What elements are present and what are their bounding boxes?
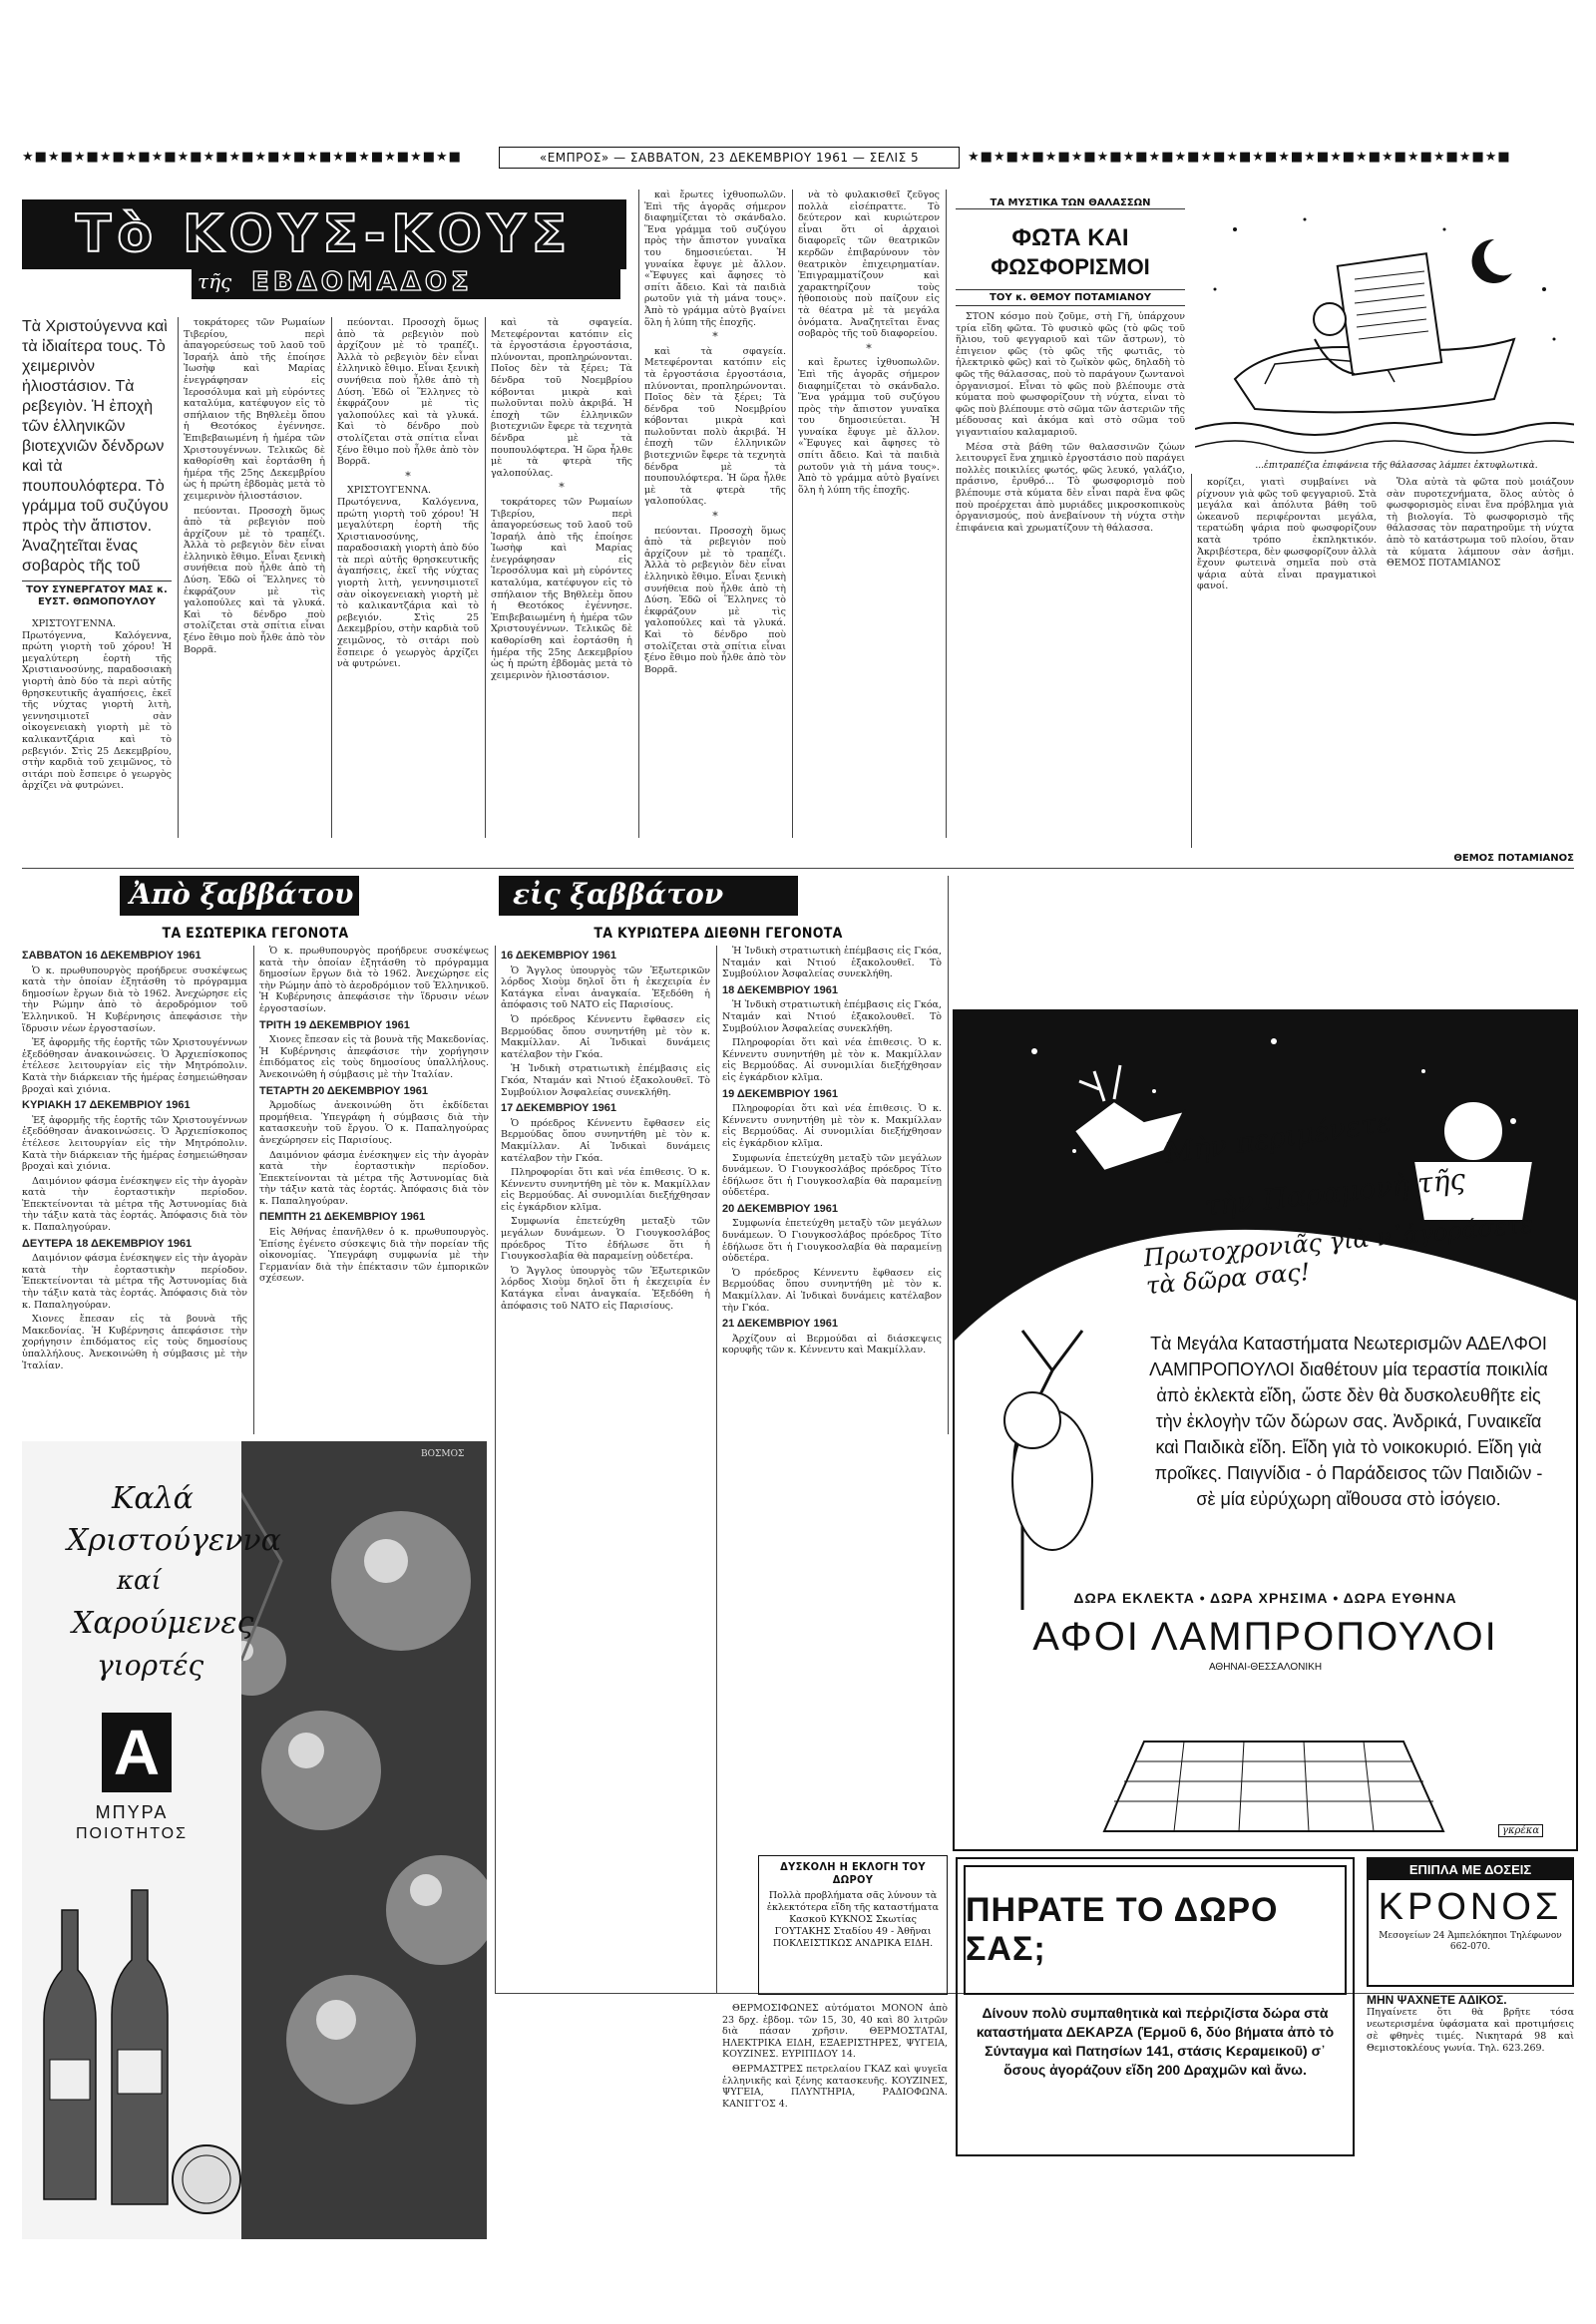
kous-col5: [644, 190, 786, 838]
ampyra-brand: ΜΠΥΡΑ: [95, 1802, 169, 1822]
ampyra-logo: A: [102, 1713, 172, 1792]
event-text: Ὁ Ἄγγλος ὑπουργὸς τῶν Ἐξωτερικῶν λόρδος Χιοὺμ δηλοῖ ὅτι ἡ ἐκεχειρία ἐν Κατάγκα εἶναι ἀναγκαία. Ἐξεδόθη ἡ ἀπόφασις τοῦ ΝΑΤΟ εἰς Παρισίους.: [501, 965, 710, 1011]
lamb-cities: ΑΘΗΝΑΙ-ΘΕΣΣΑΛΟΝΙΚΗ: [1208, 1662, 1323, 1673]
ampyra-greeting-4: Χαρούμενες: [72, 1606, 254, 1641]
date-heading: 21 ΔΕΚΕΜΒΡΙΟΥ 1961: [722, 1318, 839, 1331]
event-text: Συμφωνία ἐπετεύχθη μεταξὺ τῶν μεγάλων δυνάμεων. Ὁ Γιουγκοσλάβος πρόεδρος Τίτο ἐδήλωσε ὅτι ἡ Γιουγκοσλαβία θὰ παραμείνῃ οὐδετέρα.: [722, 1152, 942, 1199]
event-text: Εἰς Ἀθήνας ἐπανῆλθεν ὁ κ. πρωθυπουργὸς. Ἐπίσης ἐγένετο σύσκεψις διὰ τὴν πορείαν τῆς οἰκονομίας. Ὑπεγράφη συμφωνία μὲ τὴν Γερμανίαν διὰ τὴν ἐπέκτασιν τῶν ἐμπορικῶν σχέσεων.: [259, 1227, 489, 1285]
ampyra-greeting-2: Χριστούγεννα: [67, 1523, 281, 1558]
kous-subtitle: ΕΒΔΟΜΑΔΟΣ: [251, 267, 473, 297]
date-heading: 20 ΔΕΚΕΜΒΡΙΟΥ 1961: [722, 1202, 839, 1215]
kous-rule-6: [946, 190, 947, 838]
kous-col4: [491, 317, 632, 838]
kous-col6: [798, 190, 940, 838]
dekarza-title: ΠΗΡΑΤΕ ΤΟ ΔΩΡΟ ΣΑΣ;: [966, 1891, 1279, 1968]
kous-title: Τὸ ΚΟΥΣ-ΚΟΥΣ: [75, 204, 574, 264]
kous-col5-text-c: πεύονται. Προσοχὴ ὅμως ἀπὸ τὰ ρεβεγιὸν ποὺ ἀρχίζουν μὲ τὸ τραπέζι. Ἀλλὰ τὸ ρεβεγιὸν δὲν εἶναι ἑλληνικὸ ἔθιμο. Εἶναι ξενικὴ συνήθεια ποὺ ἦλθε ἀπὸ τὴ Δύση. Ἐδῶ οἱ Ἕλληνες τὸ ἐκφράζουν μὲ τὶς γαλοπούλες καὶ τὰ γλυκά. Καὶ τὸ δένδρο ποὺ στολίζεται στὰ σπίτια εἶναι ξένο ἔθιμο ποὺ ἦλθε ἀπὸ τὸν Βορρᾶ.: [644, 525, 786, 675]
header-ornament-left: ★■★■★■★■★■★■★■★■★■★■★■★■★■★■★■★■★■: [22, 150, 462, 165]
lamb-brand: ΑΦΟΙ ΛΑΜΠΡΟΠΟΥΛΟΙ: [1032, 1615, 1498, 1659]
event-text: Δαιμόνιον φάσμα ἐνέσκηψεν εἰς τὴν ἀγορὰν κατὰ τὴν ἑορταστικὴν περίοδον. Ἐπεκτείνονται τὰ μέτρα τῆς Ἀστυνομίας διὰ τὴν τάξιν κατὰ τὰς ἑορτάς. Ἀπόφασις διὰ τὸν κ. Παπαληγούραν.: [259, 1149, 489, 1207]
psaxnete-ad: [1367, 1993, 1574, 2152]
kous-rule-5: [792, 190, 793, 838]
kous-col3: [337, 317, 479, 838]
date-heading: 17 ΔΕΚΕΜΒΡΙΟΥ 1961: [501, 1102, 617, 1115]
kous-col3-text: πεύονται. Προσοχὴ ὅμως ἀπὸ τὰ ρεβεγιὸν ποὺ ἀρχίζουν μὲ τὸ τραπέζι. Ἀλλὰ τὸ ρεβεγιὸν δὲν εἶναι ἑλληνικὸ ἔθιμο. Εἶναι ξενικὴ συνήθεια ποὺ ἦλθε ἀπὸ τὴ Δύση. Ἐδῶ οἱ Ἕλληνες τὸ ἐκφράζουν μὲ τὶς γαλοπούλες καὶ τὰ γλυκά. Καὶ τὸ δένδρο ποὺ στολίζεται στὰ σπίτια εἶναι ξένο ἔθιμο ποὺ ἦλθε ἀπὸ τὸν Βορρᾶ.: [337, 317, 479, 468]
ampyra-greeting-3: καί: [117, 1566, 162, 1596]
fota-title-1: ΦΩΤΑ ΚΑΙ: [1011, 224, 1129, 251]
event-text: Ἡ Ἰνδικὴ στρατιωτικὴ ἐπέμβασις εἰς Γκόα, Νταμάν καὶ Ντιού ἐξακολουθεῖ. Τὸ Συμβούλιον Ἀσφαλείας συνεκλήθη.: [501, 1063, 710, 1098]
kous-title-box: [22, 199, 626, 269]
kous-col4-text: καὶ τὰ σφαγεία. Μετεφέρονται κατόπιν εἰς τὰ ἐργοστάσια ἐργοστάσια, πλύνονται, προπληρώνονται. Ποῖος δὲν τὰ ξέρει; Τὰ δένδρα τοῦ Νοεμβρίου κόβονται μικρὰ καὶ πωλοῦνται πολὺ ἀκριβά. Ἡ ἐποχὴ τῶν ἑλληνικῶν βιοτεχνιῶν ἔφερε τὰ τεχνητὰ δένδρα μὲ τὰ πουπουλόφτερα. Ἡ ὥρα ἦλθε μὲ τὰ φτερὰ τῆς γαλοπούλας.: [491, 317, 632, 479]
date-heading: ΠΕΜΠΤΗ 21 ΔΕΚΕΜΒΡΙΟΥ 1961: [259, 1211, 426, 1224]
lamb-body: [1144, 1331, 1553, 1512]
masthead: «ΕΜΠΡΟΣ» — ΣΑΒΒΑΤΟΝ, 23 ΔΕΚΕΜΒΡΙΟΥ 1961 — ΣΕΛΙΣ 5: [499, 147, 960, 169]
event-text: Πληροφορίαι ὅτι καὶ νέα ἐπιθεσις. Ὁ κ. Κέννεντυ συνηντήθη μὲ τὸν κ. Μακμίλλαν εἰς Βερμούδας. Αἱ συνομιλίαι διεξήχθησαν εἰς ἐγκάρδιον κλῖμα.: [722, 1103, 942, 1149]
event-text: Δαιμόνιον φάσμα ἐνέσκηψεν εἰς τὴν ἀγορὰν κατὰ τὴν ἑορταστικὴν περίοδον. Ἐπεκτείνονται τὰ μέτρα τῆς Ἀστυνομίας διὰ τὴν τάξιν κατὰ τὰς ἑορτάς. Ἀπόφασις διὰ τὸν κ. Παπαληγούραν.: [22, 1175, 247, 1234]
kronos-addr: Μεσογείων 24 Ἀμπελόκηποι Τηλέφωνον 662-070.: [1379, 1931, 1562, 1952]
kous-col5-text: καὶ ἔρωτες ἰχθυοπωλῶν. Ἐπὶ τῆς ἀγορᾶς σήμερον διαφημίζεται τὸ σκάνδαλο. Ἕνα γράμμα τοῦ συζύγου πρὸς τὴν ἄπιστον γυναῖκα του δημοσιεύεται. Ἡ γυναίκα ἔφυγε μὲ ἄλλον. «Ἔφυγες καὶ ἄφησες τὸ σπίτι ἄδειο. Καὶ τὰ παιδιὰ ρωτοῦν γιὰ τὴ μάνα τους». Ἀπὸ τὸ γράμμα αὐτὸ βγαίνει ὅλη ἡ λύπη τῆς ἐποχῆς.: [644, 190, 786, 328]
event-text: Ἀρχίζουν αἱ Βερμούδαι αἱ διάσκεψεις κορυφῆς τῶν κ. Κέννεντυ καὶ Μακμίλλαν.: [722, 1333, 942, 1356]
lamb-slogan: ΔΩΡΑ ΕΚΛΕΚΤΑ • ΔΩΡΑ ΧΡΗΣΙΜΑ • ΔΩΡΑ ΕΥΘΗΝΑ: [1073, 1590, 1457, 1606]
section-star: *: [559, 481, 565, 495]
savvato-banner-right-text: εἰς ξαββάτον: [513, 878, 724, 911]
savvato-rule-3: [716, 946, 717, 1993]
fota-body4: Ὅλα αὐτὰ τὰ φῶτα ποὺ μοιάζουν σὰν πυροτεχνήματα, ὅλος αὐτὸς ὁ φωσφορισμὸς εἶναι ἕνα πρόβλημα γιὰ τὴ βιολογία. Τὸ φωσφορισμὸ τῆς θάλασσας τὸν παρατηροῦμε τὴ νύχτα ἀπὸ τὸ κατάστρωμα τοῦ πλοίου, ὅταν τὰ κύματα λάμπουν σὰν ἀσῆμι. ΘΕΜΟΣ ΠΟΤΑΜΙΑΝΟΣ: [1387, 477, 1574, 570]
event-text: Χιονες ἔπεσαν εἰς τὰ βουνὰ τῆς Μακεδονίας. Ἡ Κυβέρνησις ἀπεφάσισε τὴν χορήγησιν ἐπιδόματος εἰς τοὺς δημοσίους ὑπαλλήλους. Ἀνεκοινώθη ἡ σύμβασις μὲ τὴν Ἰταλίαν.: [259, 1034, 489, 1080]
lamb-body-text: Τὰ Μεγάλα Καταστήματα Νεωτερισμῶν ΑΔΕΛΦΟΙ ΛΑΜΠΡΟΠΟΥΛΟΙ διαθέτουν μία τεραστία ποικιλία ἀπὸ ἐκλεκτὰ εἴδη, ὥστε δὲν θὰ δυσκολευθῆτε εἰς τὴν ἐκλογὴν τῶν δώρων σας. Ἀνδρικά, Γυναικεῖα καὶ Παιδικὰ εἴδη. Εἴδη γιὰ τὸ νοικοκυριό. Εἴδη γιὰ προῖκες. Παιγνίδια - ὁ Παράδεισος τῶν Παιδιῶν - σὲ μία εὐρύχωρη αἴθουσα στὸ ἰσόγειο.: [1149, 1334, 1548, 1509]
savvato-col-b: [259, 946, 489, 1434]
beer-bottles-illustration: [22, 1860, 241, 2229]
fota-label: ΤΑ ΜΥΣΤΙΚΑ ΤΩΝ ΘΑΛΑΣΣΩΝ: [956, 197, 1185, 209]
date-heading: ΤΕΤΑΡΤΗ 20 ΔΕΚΕΜΒΡΙΟΥ 1961: [259, 1084, 428, 1097]
fota-body3: κορίζει, γιατὶ συμβαίνει νὰ ρίχνουν γιὰ φῶς τοῦ φεγγαριοῦ. Στὰ μεγάλα καὶ ἀπόλυτα βάθη τοῦ ὠκεανοῦ περιφέρονται μεγάλα, τερατώδη ψάρια ποὺ φωσφορίζουν κατὰ τρόπο ἐκπληκτικόν. Ἀκριβέστερα, δὲν φωσφορίζουν ἀλλὰ ἔχουν φωτεινὰ σημεῖα ποὺ στὰ ψάρια αὐτὰ εἶναι πραγματικοὶ φανοί.: [1197, 477, 1377, 592]
savvato-col-a: [22, 946, 247, 1434]
fota-col3: [1387, 477, 1574, 848]
section-star: *: [405, 469, 411, 483]
kronos-label: ΕΠΙΠΛΑ ΜΕ ΔΟΣΕΙΣ: [1369, 1859, 1572, 1880]
dyskoli-ad: [758, 1855, 948, 1995]
kous-byline: ΤΟΥ ΣΥΝΕΡΓΑΤΟΥ ΜΑΣ κ. ΕΥΣΤ. ΘΩΜΟΠΟΥΛΟΥ: [22, 581, 172, 614]
date-heading: 19 ΔΕΚΕΜΒΡΙΟΥ 1961: [722, 1087, 839, 1100]
event-text: Πληροφορίαι ὅτι καὶ νέα ἐπιθεσις. Ὁ κ. Κέννεντυ συνηντήθη μὲ τὸν κ. Μακμίλλαν εἰς Βερμούδας. Αἱ συνομιλίαι διεξήχθησαν εἰς ἐγκάρδιον κλῖμα.: [501, 1167, 710, 1213]
fota-signature: ΘΕΜΟΣ ΠΟΤΑΜΙΑΝΟΣ: [1453, 853, 1574, 864]
date-heading: ΚΥΡΙΑΚΗ 17 ΔΕΚΕΜΒΡΙΟΥ 1961: [22, 1099, 191, 1112]
kous-col5-text-b: καὶ τὰ σφαγεία. Μετεφέρονται κατόπιν εἰς τὰ ἐργοστάσια ἐργοστάσια, πλύνονται, προπληρώνονται. Ποῖος δὲν τὰ ξέρει; Τὰ δένδρα τοῦ Νοεμβρίου κόβονται μικρὰ καὶ πωλοῦνται πολὺ ἀκριβά. Ἡ ἐποχὴ τῶν ἑλληνικῶν βιοτεχνιῶν ἔφερε τὰ τεχνητὰ δένδρα μὲ τὰ πουπουλόφτερα. Ἡ ὥρα ἦλθε μὲ τὰ φτερὰ τῆς γαλοπούλας.: [644, 345, 786, 508]
savvato-rule-1: [253, 946, 254, 1434]
savvato-head-left: ΤΑ ΕΣΩΤΕΡΙΚΑ ΓΕΓΟΝΟΤΑ: [162, 926, 349, 942]
date-heading: 16 ΔΕΚΕΜΒΡΙΟΥ 1961: [501, 950, 617, 962]
section-star: *: [712, 510, 718, 524]
psaxnete-title: ΜΗΝ ΨΑΧΝΕΤΕ ΑΔΙΚΟΣ.: [1367, 1993, 1507, 2007]
kous-subtitle-small: τῆς: [198, 269, 232, 293]
event-text: Συμφωνία ἐπετεύχθη μεταξὺ τῶν μεγάλων δυνάμεων. Ὁ Γιουγκοσλάβος πρόεδρος Τίτο ἐδήλωσε ὅτι ἡ Γιουγκοσλαβία θὰ παραμείνῃ οὐδετέρα.: [722, 1218, 942, 1265]
kous-rule-1: [178, 317, 179, 838]
section-star: *: [712, 330, 718, 344]
savvato-rule-2: [495, 946, 496, 1993]
savvato-head-right: ΤΑ ΚΥΡΙΩΤΕΡΑ ΔΙΕΘΝΗ ΓΕΓΟΝΟΤΑ: [594, 926, 843, 942]
kous-col6-text-b: καὶ ἔρωτες ἰχθυοπωλῶν. Ἐπὶ τῆς ἀγορᾶς σήμερον διαφημίζεται τὸ σκάνδαλο. Ἕνα γράμμα τοῦ συζύγου πρὸς τὴν ἄπιστον γυναῖκα του δημοσιεύεται. Ἡ γυναίκα ἔφυγε μὲ ἄλλον. «Ἔφυγες καὶ ἄφησες τὸ σπίτι ἄδειο. Καὶ τὰ παιδιὰ ρωτοῦν γιὰ τὴ μάνα τους». Ἀπὸ τὸ γράμμα αὐτὸ βγαίνει ὅλη ἡ λύπη τῆς ἐποχῆς.: [798, 357, 940, 496]
fota-byline: ΤΟΥ κ. ΘΕΜΟΥ ΠΟΤΑΜΙΑΝΟΥ: [956, 289, 1185, 306]
fota-title-2: ΦΩΣΦΟΡΙΣΜΟΙ: [991, 254, 1150, 279]
dekarza-body: Δίνουν πολὺ συμπαθητικὰ καὶ πεῤριζίστα δώρα στὰ καταστήματα ΔΕΚΑΡΖΑ (Ἑρμοῦ 6, δύο βήματα ἀπὸ τὸ Σύνταγμα καὶ Πατησίων 141, στάσις Κεραμεικοῦ) σ᾽ ὅσους ἀγοράζουν εἴδη 200 Δραχμῶν καὶ ἄνω.: [976, 2005, 1335, 2078]
fota-body1: ΣΤΟΝ κόσμο ποὺ ζοῦμε, στὴ Γῆ, ὑπάρχουν τρία εἴδη φῶτα. Τὸ φυσικὸ φῶς (τὸ φῶς τοῦ ἥλιου, τοῦ φεγγαριοῦ καὶ τῶν ἄστρων), τὸ ἐπιγειον φῶς (τὸ φῶς τῆς φωτιᾶς, τὸ ἠλεκτρικὸ φῶς) καὶ τὸ ζωϊκὸν φῶς, δηλαδὴ τὸ φῶς τῆς θάλασσας, ποὺ τὸ παράγουν ζωντανοὶ ὀργανισμοί. Εἶναι τὸ φῶς ποὺ βλέπουμε στὰ κύματα ποὺ φωσφορίζουν τὴ νύχτα, εἶναι τὸ φῶς ποὺ βλέπουμε στὸ σῶμα τῶν ἀστεριῶν τῆς μέδουσας καὶ ἀκόμα καὶ στὸ σῶμα τοῦ γιγαντιαίου καλαμαριοῦ.: [956, 311, 1185, 438]
date-heading: ΣΑΒΒΑΤΟΝ 16 ΔΕΚΕΜΒΡΙΟΥ 1961: [22, 950, 201, 962]
event-text: Ἡ Ἰνδικὴ στρατιωτικὴ ἐπέμβασις εἰς Γκόα, Νταμάν καὶ Ντιού ἐξακολουθεῖ. Τὸ Συμβούλιον Ἀσφαλείας συνεκλήθη.: [722, 999, 942, 1034]
kronos-brand: ΚΡΟΝΟΣ: [1378, 1886, 1563, 1928]
reindeer-sleigh-illustration: [955, 1011, 1576, 1341]
kous-title-banner: [22, 199, 620, 299]
kous-col3-text-b: ΧΡΙΣΤΟΥΓΕΝΝΑ. Πρωτόγεννα, Καλόγεννα, πρώτη γιορτὴ τοῦ χόρου! Ἡ μεγαλύτερη ἑορτὴ τῆς Χριστιανοσύνης, παραδοσιακὴ γιορτὴ ἀπὸ δύο τὰ περὶ αὐτῆς θρησκευτικῆς ἀγαπήσεις, ἐκεῖ τῆς νύχτας γιορτὴ λιτὴ, γεννησιμιοτεῖ σὰν οἰκογενειακὴ γιορτὴ μὲ τὸ καλικαντζάρια καὶ τὸ ρεβεγιόν. Στὶς 25 Δεκεμβρίου, στὴν καρδιὰ τοῦ χειμῶνος, τὸ σιτάρι ποὺ ἔσπειρε ὁ γεωργὸς ἀρχίζει νὰ φυτρώνει.: [337, 485, 479, 670]
lamb-script-2: τὴν Παραμονὴ τῆς: [1202, 1162, 1467, 1223]
event-text: Ὁ Ἄγγλος ὑπουργὸς τῶν Ἐξωτερικῶν λόρδος Χιοὺμ δηλοῖ ὅτι ἡ ἐκεχειρία ἐν Κατάγκα εἶναι ἀναγκαία. Ἐξεδόθη ἡ ἀπόφασις τοῦ ΝΑΤΟ εἰς Παρισίους.: [501, 1265, 710, 1312]
dyskoli-body: Πολλὰ προβλήματα σᾶς λύνουν τὰ ἐκλεκτότερα εἴδη τῆς καταστήματα Κασκοῦ ΚΥΚΝΟΣ Σκωτίας ΓΟΥΤΑΚΗΣ Σταδίου 49 - Ἀθῆναι ΠΟΚΛΕΙΣΤΙΚΩΣ ΑΝΔΡΙΚΑ ΕΙΔΗ.: [766, 1890, 940, 1949]
thermos-body: ΘΕΡΜΟΣΙΦΩΝΕΣ αὐτόματοι ΜΟΝΟΝ ἀπὸ 23 δρχ. ἑβδομ. τῶν 15, 30, 40 καὶ 80 λιτρῶν διὰ πάσαν χρῆσιν. ΘΕΡΜΟΣΤΑΤΑΙ, ΗΛΕΚΤΡΙΚΑ ΕΙΔΗ, ΕΞΑΕΡΙΣΤΗΡΕΣ, ΨΥΓΕΙΑ, ΚΟΥΖΙΝΕΣ. ΕΥΡΙΠΙΔΟΥ 14.: [722, 2003, 948, 2061]
event-text: Ἀρμοδίως ἀνεκοινώθη ὅτι ἐκδίδεται προμήθεια. Ὑπεγράφη ἡ σύμβασις διὰ τὴν κατασκευὴν τοῦ ἔργου. Ὁ κ. Παπαληγούρας ἀνεχώρησεν εἰς Παρισίους.: [259, 1100, 489, 1146]
event-text: Πληροφορίαι ὅτι καὶ νέα ἐπιθεσις. Ὁ κ. Κέννεντυ συνηντήθη μὲ τὸν κ. Μακμίλλαν εἰς Βερμούδας. Αἱ συνομιλίαι διεξήχθησαν εἰς ἐγκάρδιον κλῖμα.: [722, 1037, 942, 1083]
kous-lead: [22, 317, 172, 577]
fota-caption: ...ἐπιτραπέζια ἐπιφάνεια τῆς θάλασσας λάμπει ἐκτυφλωτικὰ.: [1255, 461, 1538, 471]
ampyra-tagline: ΠΟΙΟΤΗΤΟΣ: [75, 1825, 189, 1842]
divider-main: [22, 868, 1574, 869]
fota-col2: [1197, 477, 1377, 848]
section-star: *: [866, 341, 872, 355]
kous-col2: [184, 317, 325, 838]
fota-rule: [1191, 474, 1192, 848]
event-text: Δαιμόνιον φάσμα ἐνέσκηψεν εἰς τὴν ἀγορὰν κατὰ τὴν ἑορταστικὴν περίοδον. Ἐπεκτείνονται τὰ μέτρα τῆς Ἀστυνομίας διὰ τὴν τάξιν κατὰ τὰς ἑορτάς. Ἀπόφασις διὰ τὸν κ. Παπαληγούραν.: [22, 1253, 247, 1311]
lamb-script-1: Μὴν περιμένετε: [1162, 1105, 1394, 1170]
psaxnete-body: Πηγαίνετε ὅτι θὰ βρῆτε τόσα νεωτερισμένα ὑφάσματα καὶ προτιμήσεις σὲ φθηνὲς τιμές. Νικηταρά 98 καὶ Θεμιστοκλέους γωνία. Τηλ. 623.269.: [1367, 2007, 1574, 2054]
lamb-script-3: Πρωτοχρονιᾶς γιὰ ν᾽ἀγοράσετε τὰ δῶρα σας!: [1142, 1210, 1534, 1301]
event-text: Ἡ Ἰνδικὴ στρατιωτικὴ ἐπέμβασις εἰς Γκόα, Νταμάν καὶ Ντιού ἐξακολουθεῖ. Τὸ Συμβούλιον Ἀσφαλείας συνεκλήθη.: [722, 946, 942, 980]
event-text: Ἐξ ἀφορμῆς τῆς ἑορτῆς τῶν Χριστουγέννων ἐξεδόθησαν ἀνακοινώσεις. Ὁ Ἀρχιεπίσκοπος ἐτέλεσε λειτουργίαν εἰς τὴν Μητρόπολιν. Κατὰ τὴν διάρκειαν τῆς ἡμέρας ἐσημειώθησαν βροχαὶ καὶ χιόνια.: [22, 1114, 247, 1173]
savvato-rule-4: [948, 876, 949, 1434]
ampyra-artist: ΒΟΣΜΟΣ: [421, 1449, 465, 1459]
kous-col2-text-b: πεύονται. Προσοχὴ ὅμως ἀπὸ τὰ ρεβεγιὸν ποὺ ἀρχίζουν μὲ τὸ τραπέζι. Ἀλλὰ τὸ ρεβεγιὸν δὲν εἶναι ἑλληνικὸ ἔθιμο. Εἶναι ξενικὴ συνήθεια ποὺ ἦλθε ἀπὸ τὴ Δύση. Ἐδῶ οἱ Ἕλληνες τὸ ἐκφράζουν μὲ τὶς γαλοπούλες καὶ τὰ γλυκά. Καὶ τὸ δένδρο ποὺ στολίζεται στὰ σπίτια εἶναι ξένο ἔθιμο ποὺ ἦλθε ἀπὸ τὸν Βορρᾶ.: [184, 505, 325, 655]
savvato-col-e: [954, 946, 1003, 947]
savvato-col-d: [722, 946, 942, 1993]
ampyra-greeting-5: γιορτές: [97, 1649, 204, 1682]
event-text: Ἐξ ἀφορμῆς τῆς ἑορτῆς τῶν Χριστουγέννων ἐξεδόθησαν ἀνακοινώσεις. Ὁ Ἀρχιεπίσκοπος ἐτέλεσε λειτουργίαν εἰς τὴν Μητρόπολιν. Κατὰ τὴν διάρκειαν τῆς ἡμέρας ἐσημειώθησαν βροχαὶ καὶ χιόνια.: [22, 1037, 247, 1095]
dekarza-title-box: [964, 1865, 1347, 1995]
savvato-banner-right: [499, 876, 798, 916]
event-text: Συμφωνία ἐπετεύχθη μεταξὺ τῶν μεγάλων δυνάμεων. Ὁ Γιουγκοσλάβος πρόεδρος Τίτο ἐδήλωσε ὅτι ἡ Γιουγκοσλαβία θὰ παραμείνῃ οὐδετέρα.: [501, 1216, 710, 1263]
dyskoli-title: ΔΥΣΚΟΛΗ Η ΕΚΛΟΓΗ ΤΟΥ ΔΩΡΟΥ: [780, 1860, 926, 1886]
header-ornament-right: ★■★■★■★■★■★■★■★■★■★■★■★■★■★■★■★■★■★■★■★■★■: [968, 150, 1511, 165]
thermos-ad: [722, 2003, 948, 2302]
dekarza-ad: [956, 1857, 1355, 2156]
savvato-banner-left-text: Ἀπὸ ξαββάτου ....: [130, 878, 354, 944]
reader-on-ship-illustration: [1195, 199, 1574, 459]
kous-col1: [22, 618, 172, 838]
savvato-col-c: [501, 946, 710, 1993]
kous-col2-text: τοκράτορες τῶν Ρωμαίων Τιβερίου, περὶ ἀπαγορεύσεως τοῦ λαοῦ τοῦ Ἰσραήλ ἀπὸ τῆς ἐποίησε Ἰωσὴφ καὶ Μαρίας ἐνεγράφησαν εἰς Ἱεροσόλυμα καὶ μὴ εὑρόντες καταλύμα, κατέφυγον εἰς τὸ σπήλαιον τῆς Βηθλεὲμ ὅπου ἡ Θεοτόκος ἐγέννησε. Ἐπιβεβαιωμένη ἡ ἡμέρα τῶν Χριστουγέννων. Τελικῶς δὲ καθορίσθη καὶ ἑορτάσθη ἡ ἡμέρα τῆς 25ης Δεκεμβρίου ὡς ἡ πρώτη ἑβδομὰς μετὰ τὸ χειμερινὸν ἡλιοστάσιον.: [184, 317, 325, 502]
deer-figure-illustration: [963, 1311, 1142, 1630]
kous-col1-text: ΧΡΙΣΤΟΥΓΕΝΝΑ. Πρωτόγεννα, Καλόγεννα, πρώτη γιορτὴ τοῦ χόρου! Ἡ μεγαλύτερη ἑορτὴ τῆς Χριστιανοσύνης, παραδοσιακὴ γιορτὴ ἀπὸ δύο τὰ περὶ αὐτῆς θρησκευτικῆς ἀγαπήσεις, ἐκεῖ τῆς νύχτας γιορτὴ λιτὴ, γεννησιμιοτεῖ σὰν οἰκογενειακὴ γιορτὴ μὲ τὸ καλικαντζάρια καὶ τὸ ρεβεγιόν. Στὶς 25 Δεκεμβρίου, στὴν καρδιὰ τοῦ χειμῶνος, τὸ σιτάρι ποὺ ἔσπειρε ὁ γεωργὸς ἀρχίζει νὰ φυτρώνει.: [22, 618, 172, 792]
event-text: Ὁ πρόεδρος Κέννεντυ ἔφθασεν εἰς Βερμούδας ὅπου συνηντήθη μὲ τὸν κ. Μακμίλλαν. Αἱ Ἰνδικαὶ δυνάμεις κατέλαβον τὴν Γκόα.: [722, 1267, 942, 1314]
fota-body2: Μέσα στὰ βάθη τῶν θαλασσινῶν ζώων λειτουργεῖ ἕνα χημικὸ ἐργοστάσιο ποὺ παράγει πολλὲς ποικιλίες φωτός, φῶς λευκό, γαλάζιο, πράσινο, ἐρυθρό... Τὸ φωσφορισμὸ ποὺ βλέπουμε στὰ κύματα δὲν εἶναι παρὰ ἕνα φῶς ποὺ προέρχεται ἀπὸ μυριάδες μικροσκοπικοὺς ὀργανισμούς, ποὺ ἀνεβαίνουν τὴ νύχτα στὴν ἐπιφάνεια καὶ χρωματίζουν τὴ θάλασσα.: [956, 441, 1185, 534]
fota-col1: [956, 311, 1185, 850]
kronos-ad: [1367, 1857, 1574, 1987]
lambropoulos-ad: [953, 1009, 1578, 1851]
thermos-body-2: ΘΕΡΜΑΣΤΡΕΣ πετρελαίου ΓΚΑΖ καὶ ψυγεῖα ἐλληνικῆς καὶ ξένης κατασκευῆς. ΚΟΥΖΙΝΕΣ, ΨΥΓΕΙΑ, ΠΛΥΝΤΗΡΙΑ, ΡΑΔΙΟΦΩΝΑ. ΚΑΝΙΓΓΟΣ 4.: [722, 2063, 948, 2110]
ampyra-ad: [22, 1441, 487, 2239]
kous-rule-2: [331, 317, 332, 838]
lamb-artist: γκρέκα: [1498, 1824, 1543, 1837]
fota-illustration: [1195, 199, 1574, 459]
date-heading: ΔΕΥΤΕΡΑ 18 ΔΕΚΕΜΒΡΙΟΥ 1961: [22, 1237, 193, 1250]
event-text: Ὁ κ. πρωθυπουργὸς προήδρευε συσκέψεως κατὰ τὴν ὁποίαν ἐξητάσθη τὸ πρόγραμμα δημοσίων ἔργων διὰ τὸ 1962. Ἀνεχώρησε εἰς τὴν Ρώμην ἀπὸ τὸ ἀεροδρόμιον τοῦ Ἑλληνικοῦ. Ἡ Κυβέρνησις ἀπεφάσισε τὴν ἵδρυσιν νέων ἐργοστασίων.: [22, 965, 247, 1034]
date-heading: 18 ΔΕΚΕΜΒΡΙΟΥ 1961: [722, 983, 839, 996]
kous-lead-text: Τὰ Χριστούγεννα καὶ τὰ ἰδιαίτερα τους. Τὸ χειμερινὸν ἡλιοστάσιον. Τὰ ρεβεγιὸν. Ἡ ἐποχὴ τῶν ἑλληνικῶν βιοτεχνιῶν δένδρων καὶ τὰ πουπουλόφτερα. Τὸ γράμμα τοῦ συζύγου πρὸς τὴν ἄπιστον. Ἀναζητεῖται ἕνας σοβαρὸς τῆς τοῦ: [22, 318, 169, 575]
kous-subtitle-box: [192, 267, 620, 299]
event-text: Ὁ κ. πρωθυπουργὸς προήδρευε συσκέψεως κατὰ τὴν ὁποίαν ἐξητάσθη τὸ πρόγραμμα δημοσίων ἔργων διὰ τὸ 1962. Ἀνεχώρησε εἰς τὴν Ρώμην ἀπὸ τὸ ἀεροδρόμιον τοῦ Ἑλληνικοῦ. Ἡ Κυβέρνησις ἀπεφάσισε τὴν ἵδρυσιν νέων ἐργοστασίων.: [259, 946, 489, 1014]
store-building-illustration: [1064, 1682, 1463, 1841]
ampyra-greeting-1: Καλά: [112, 1481, 194, 1516]
kous-rule-4: [638, 190, 639, 838]
kous-col4-text-b: τοκράτορες τῶν Ρωμαίων Τιβερίου, περὶ ἀπαγορεύσεως τοῦ λαοῦ τοῦ Ἰσραήλ ἀπὸ τῆς ἐποίησε Ἰωσὴφ καὶ Μαρίας ἐνεγράφησαν εἰς Ἱεροσόλυμα καὶ μὴ εὑρόντες καταλύμα, κατέφυγον εἰς τὸ σπήλαιον τῆς Βηθλεὲμ ὅπου ἡ Θεοτόκος ἐγέννησε. Ἐπιβεβαιωμένη ἡ ἡμέρα τῶν Χριστουγέννων. Τελικῶς δὲ καθορίσθη καὶ ἑορτάσθη ἡ ἡμέρα τῆς 25ης Δεκεμβρίου ὡς ἡ πρώτη ἑβδομὰς μετὰ τὸ χειμερινὸν ἡλιοστάσιον.: [491, 496, 632, 681]
kous-col6-text: νὰ τὸ φυλακισθεῖ ζεῦγος πολλὰ εἰσέπραττε. Τὸ δεύτερον καὶ κυριώτερον εἶναι ὅτι οἱ ἀρχαιοὶ διαφορεῖς τῶν θεατρικῶν κερδῶν ἐπιβαρύνουν τὸν θεατρικὸν ἐπιχειρηματίαν. Ἐπιγραμματίζουν καὶ χαρακτηρίζουν τοὺς ἡθοποιοὺς ποὺ παίζουν εἰς τὰ θέατρα μὲ τὰ μεγάλα ὀνόματα. Ἀναζητεῖται ἕνας σοβαρὸς τῆς τοῦ διαφορείου.: [798, 190, 940, 340]
date-heading: ΤΡΙΤΗ 19 ΔΕΚΕΜΒΡΙΟΥ 1961: [259, 1018, 410, 1031]
event-text: Ὁ πρόεδρος Κέννεντυ ἔφθασεν εἰς Βερμούδας ὅπου συνηντήθη μὲ τὸν κ. Μακμίλλαν. Αἱ Ἰνδικαὶ δυνάμεις κατέλαβον τὴν Γκόα.: [501, 1117, 710, 1164]
event-text: Ὁ πρόεδρος Κέννεντυ ἔφθασεν εἰς Βερμούδας ὅπου συνηντήθη μὲ τὸν κ. Μακμίλλαν. Αἱ Ἰνδικαὶ δυνάμεις κατέλαβον τὴν Γκόα.: [501, 1013, 710, 1060]
event-text: Χιονες ἔπεσαν εἰς τὰ βουνὰ τῆς Μακεδονίας. Ἡ Κυβέρνησις ἀπεφάσισε τὴν χορήγησιν ἐπιδόματος εἰς τοὺς δημοσίους ὑπαλλήλους. Ἀνεκοινώθη ἡ σύμβασις μὲ τὴν Ἰταλίαν.: [22, 1314, 247, 1371]
kous-rule-3: [485, 317, 486, 838]
